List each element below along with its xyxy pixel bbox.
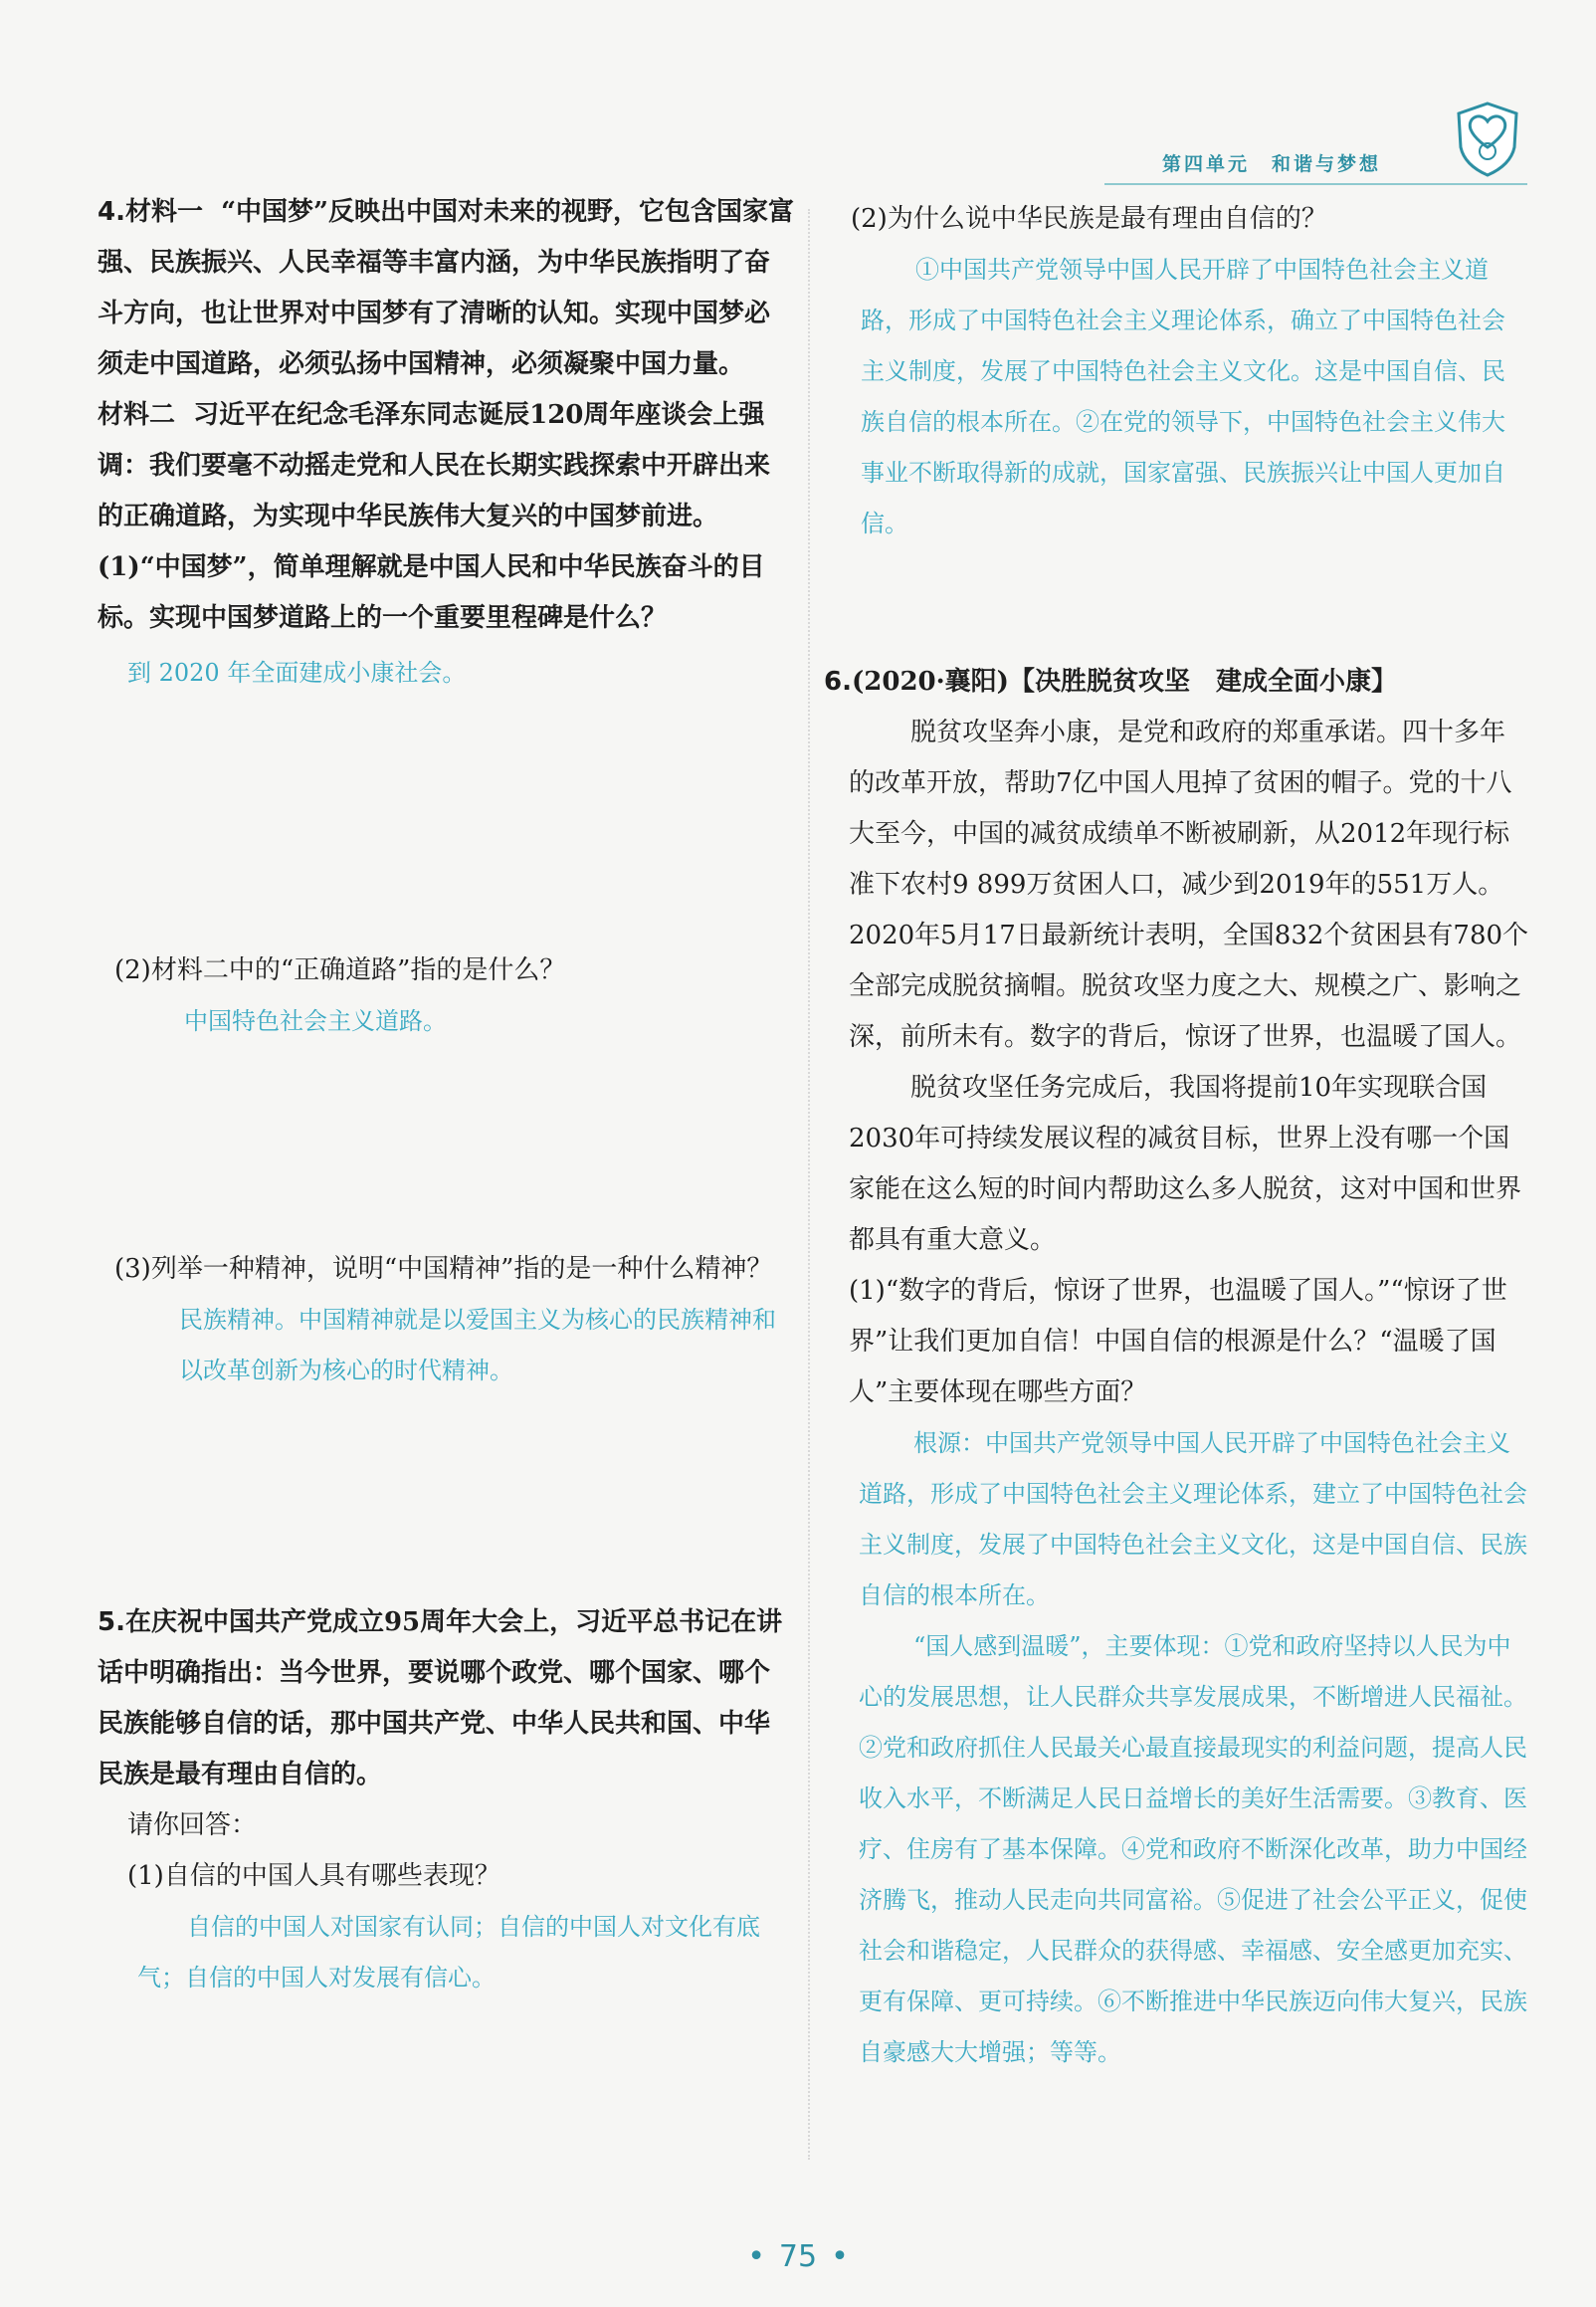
q6-source-text: (2020·襄阳)【决胜脱贫攻坚 建成全面小康】: [851, 667, 1397, 697]
q4-m1-text: “中国梦”反映出中国对未来的视野，它包含国家富强、民族振兴、人民幸福等丰富内涵，为中华民族指明了奋斗方向，也让世界对中国梦有了清晰的认知。实现中国梦必须走中国道路，必须弘扬中国精神，必须凝聚中国力量。: [98, 197, 795, 379]
q4-answer-1: 到 2020 年全面建成小康社会。: [127, 659, 467, 687]
q4-sub-question-2: (2)材料二中的“正确道路”指的是什么？: [114, 955, 566, 985]
page-number-value: 75: [778, 2239, 818, 2274]
q4-material-2: [98, 390, 794, 542]
q4-part-2: [114, 945, 791, 1047]
q4-number: 4.: [98, 197, 125, 227]
q4-m2-label: 材料二: [98, 400, 176, 430]
page-number: [0, 2239, 1596, 2274]
q5-number: 5.: [98, 1607, 125, 1637]
q6-paragraph-1: 脱贫攻坚奔小康，是党和政府的郑重承诺。四十多年的改革开放，帮助7亿中国人甩掉了贫困的帽子。党的十八大至今，中国的减贫成绩单不断被刷新，从2012年现行标准下农村9 899万贫困人口，减少到2019年的551万人。2020年5月17日最新统计表明，全国832个贫困县有780个全部完成脱贫摘帽。脱贫攻坚力度之大、规模之广、影响之深，前所未有。数字的背后，惊讶了世界，也温暖了国人。: [849, 718, 1529, 1052]
unit-title: 和谐与梦想: [1272, 153, 1382, 175]
q6-number: 6.: [824, 667, 852, 697]
unit-label: 第四单元: [1162, 153, 1251, 175]
bullet-icon: •: [747, 2239, 765, 2274]
q4-sub-question-1: (1)“中国梦”，简单理解就是中国人民和中华民族奋斗的目标。实现中国梦道路上的一个重要里程碑是什么？: [98, 552, 765, 633]
q4-answer-3: 民族精神。中国精神就是以爱国主义为核心的民族精神和以改革创新为核心的时代精神。: [179, 1306, 776, 1384]
header-rule: [1104, 183, 1527, 185]
q4-answer-2: 中国特色社会主义道路。: [184, 1007, 447, 1035]
q4-material-1: [98, 187, 794, 390]
bullet-icon: •: [831, 2239, 849, 2274]
shield-emblem-icon: [1453, 100, 1522, 179]
q6-answer-root: 根源：中国共产党领导中国人民开辟了中国特色社会主义道路，形成了中国特色社会主义理论体系，建立了中国特色社会主义制度，发展了中国特色社会主义文化，这是中国自信、民族自信的根本所在。: [859, 1429, 1527, 1609]
q6-answer-warmth: “国人感到温暖”，主要体现：①党和政府坚持以人民为中心的发展思想，让人民群众共享发展成果，不断增进人民福祉。②党和政府抓住人民最关心最直接最现实的利益问题，提高人民收入水平，不断满足人民日益增长的美好生活需要。③教育、医疗、住房有了基本保障。④党和政府不断深化改革，助力中国经济腾飞，推动人民走向共同富裕。⑤促进了社会公平正义，促使社会和谐稳定，人民群众的获得感、幸福感、安全感更加充实、更有保障、更可持续。⑥不断推进中华民族迈向伟大复兴，民族自豪感大大增强；等等。: [859, 1632, 1527, 2066]
q5-part-2: [851, 194, 1527, 549]
q5-answer-1: 自信的中国人对国家有认同；自信的中国人对文化有底气；自信的中国人对发展有信心。: [137, 1913, 760, 1992]
q4-sub-question-3: (3)列举一种精神，说明“中国精神”指的是一种什么精神？: [114, 1254, 773, 1284]
q4-m2-text: 习近平在纪念毛泽东同志诞辰120周年座谈会上强调：我们要毫不动摇走党和人民在长期实践探索中开辟出来的正确道路，为实现中华民族伟大复兴的中国梦前进。: [98, 400, 771, 531]
q6-sub-question-1: (1)“数字的背后，惊讶了世界，也温暖了国人。”“惊讶了世界”让我们更加自信！中国自信的根源是什么？“温暖了国人”主要体现在哪些方面？: [849, 1276, 1507, 1407]
q5-prompt: 请你回答：: [127, 1810, 258, 1840]
q6-source: [824, 657, 1530, 708]
question-5: [98, 1597, 794, 2003]
q6-paragraph-2: 脱贫攻坚任务完成后，我国将提前10年实现联合国2030年可持续发展议程的减贫目标，世界上没有哪一个国家能在这么短的时间内帮助这么多人脱贫，这对中国和世界都具有重大意义。: [849, 1073, 1522, 1255]
column-divider: [808, 209, 810, 2160]
question-6: [824, 657, 1530, 2078]
question-4: [98, 187, 794, 699]
q5-answer-2: ①中国共产党领导中国人民开辟了中国特色社会主义道路，形成了中国特色社会主义理论体系，确立了中国特色社会主义制度，发展了中国特色社会主义文化。这是中国自信、民族自信的根本所在。②在党的领导下，中国特色社会主义伟大事业不断取得新的成就，国家富强、民族振兴让中国人更加自信。: [861, 256, 1505, 537]
q4-part-3: [114, 1244, 791, 1396]
q5-stem: [98, 1597, 794, 1800]
q5-sub-question-2: (2)为什么说中华民族是最有理由自信的？: [851, 204, 1327, 234]
running-header: [1162, 149, 1381, 176]
q5-text: 在庆祝中国共产党成立95周年大会上，习近平总书记在讲话中明确指出：当今世界，要说哪个政党、哪个国家、哪个民族能够自信的话，那中国共产党、中华人民共和国、中华民族是最有理由自信的。: [98, 1607, 783, 1789]
q4-m1-label: 材料一: [124, 197, 203, 227]
q5-sub-question-1: (1)自信的中国人具有哪些表现？: [127, 1861, 500, 1891]
